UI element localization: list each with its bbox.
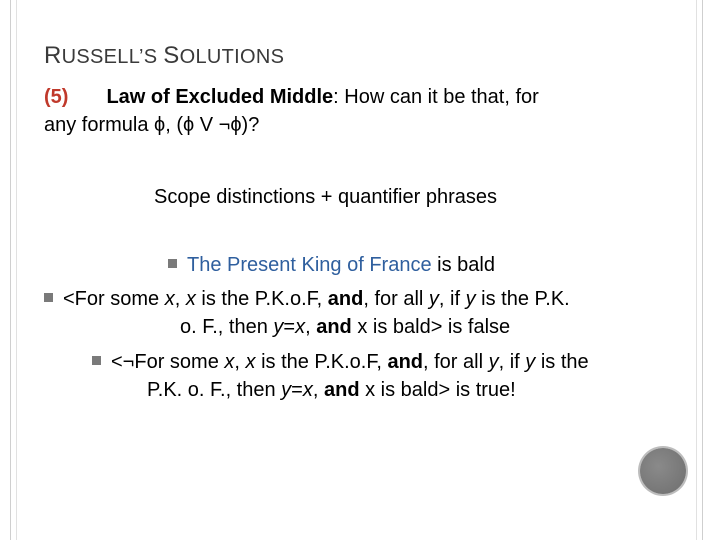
law-name: Law of Excluded Middle — [106, 86, 334, 108]
intro-line-1 — [44, 83, 539, 111]
bullet-icon — [44, 293, 53, 302]
intro-line-2: any formula ϕ, (ϕ V ¬ϕ)? — [44, 114, 260, 136]
question-text: : How can it be that, for — [333, 86, 539, 108]
item-number: (5) — [44, 86, 69, 108]
bullet-item-1: The Present King of France is bald — [168, 251, 495, 279]
bullet-item-2-continuation: o. F., then y=x, and x is bald> is false — [180, 316, 511, 338]
bullet-icon — [168, 259, 177, 268]
bullet-item-3: <¬For some x, x is the P.K.o.F, and, for all y, if y is the — [92, 348, 589, 376]
slide-title: RUSSELL’S SOLUTIONS — [44, 42, 285, 69]
bullet-item-2: <For some x, x is the P.K.o.F, and, for all y, if y is the P.K. — [44, 285, 570, 313]
decorative-circle — [640, 448, 686, 494]
pkof-phrase: The Present King of France — [187, 254, 432, 276]
bullet-item-3-continuation: P.K. o. F., then y=x, and x is bald> is true! — [147, 379, 516, 401]
scope-heading: Scope distinctions + quantifier phrases — [154, 186, 497, 208]
bullet-icon — [92, 356, 101, 365]
